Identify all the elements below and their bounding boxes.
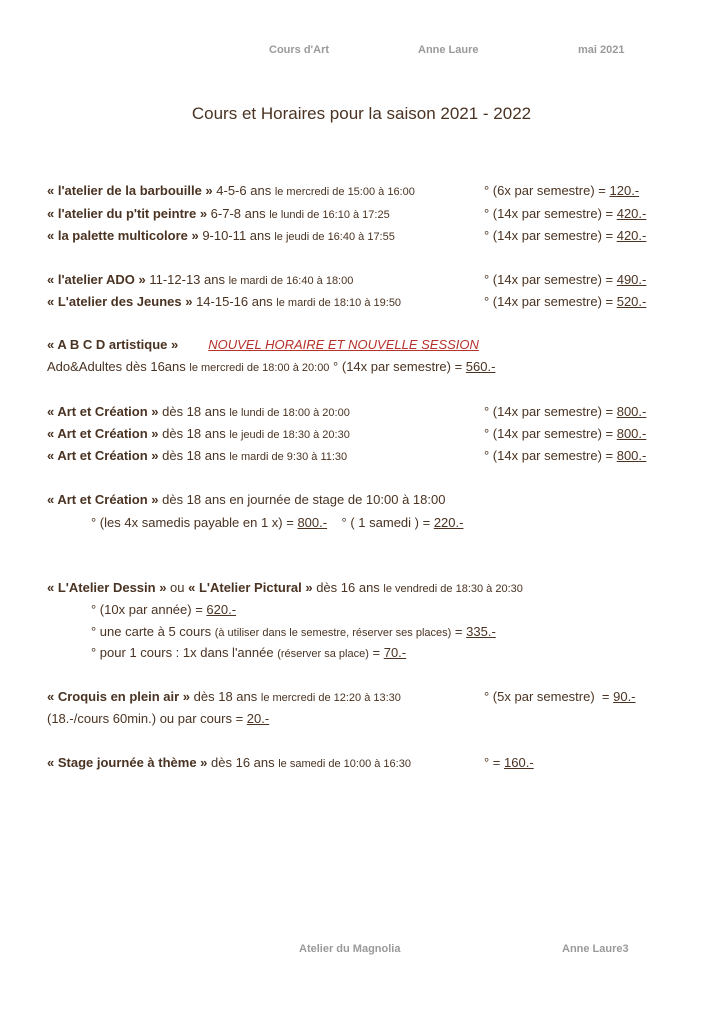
price-amount: 160.- (504, 755, 534, 770)
price-amount: 335.- (466, 624, 496, 639)
price-amount: 560.- (465, 359, 496, 374)
price-amount: 420.- (616, 228, 647, 243)
course-price-art-creation-mardi (484, 448, 646, 464)
course-ages: 9-10-11 ans (198, 228, 275, 243)
course-frequency: = (451, 624, 467, 639)
price-amount: 220.- (433, 515, 464, 530)
course-name: « Art et Création » (47, 426, 159, 441)
price-amount: 20.- (246, 711, 270, 726)
course-line-art-creation-lundi (47, 404, 350, 421)
course-name: « Art et Création » (47, 492, 159, 507)
course-line-croquis (47, 689, 401, 706)
course-frequency: ° (14x par semestre) = (484, 294, 617, 309)
header-date: mai 2021 (578, 44, 625, 56)
course-price-barbouille (484, 183, 639, 199)
course-frequency: ° (10x par année) = (91, 602, 207, 617)
course-schedule: le mardi de 16:40 à 18:00 (228, 275, 354, 287)
course-line-art-creation-stage-prices (91, 515, 463, 531)
course-name: « l'atelier du p'tit peintre » (47, 206, 208, 221)
course-frequency: ° ( 1 samedi ) = (327, 515, 434, 530)
footer-author-page: Anne Laure3 (562, 943, 629, 955)
course-price-ado (484, 272, 646, 288)
course-name: « Croquis en plein air » (47, 689, 191, 704)
footer-studio-name: Atelier du Magnolia (299, 943, 401, 955)
price-amount: 800.- (297, 515, 328, 530)
course-price-art-creation-lundi (484, 404, 646, 420)
course-line-art-creation-jeudi (47, 426, 350, 443)
course-ages: dès 16 ans (207, 755, 279, 770)
course-name-separator: ou (166, 580, 189, 595)
course-name: « Art et Création » (47, 448, 159, 463)
course-ages: dès 18 ans (158, 448, 230, 463)
course-line-ado (47, 272, 353, 289)
course-ages: 11-12-13 ans (145, 272, 229, 287)
course-frequency: ° (14x par semestre) = (484, 426, 617, 441)
course-schedule: le lundi de 18:00 à 20:00 (229, 407, 350, 419)
course-schedule: le mercredi de 12:20 à 13:30 (260, 692, 401, 704)
page-title: Cours et Horaires pour la saison 2021 - 2022 (191, 104, 532, 123)
course-price-stage-theme (484, 755, 534, 771)
course-line-palette (47, 228, 395, 245)
course-line-dessin-pictural (47, 580, 523, 597)
course-price-jeunes (484, 294, 646, 310)
course-ages: Ado&Adultes dès 16ans (47, 359, 190, 374)
price-amount: 520.- (616, 294, 647, 309)
course-frequency: ° (les 4x samedis payable en 1 x) = (91, 515, 298, 530)
price-amount: 420.- (616, 206, 647, 221)
course-name: « L'atelier des Jeunes » (47, 294, 193, 309)
course-frequency: ° (14x par semestre) = (484, 272, 617, 287)
course-line-dessin-single (91, 645, 406, 662)
course-frequency: ° = (484, 755, 505, 770)
course-name: « l'atelier ADO » (47, 272, 146, 287)
course-ages: dès 18 ans (190, 689, 261, 704)
course-ages: dès 16 ans (312, 580, 384, 595)
course-schedule: le vendredi de 18:30 à 20:30 (383, 583, 523, 595)
course-line-jeunes (47, 294, 401, 311)
course-ages: dès 18 ans (158, 426, 230, 441)
course-frequency: ° (5x par semestre) = (484, 689, 614, 704)
course-line-croquis-per-class (47, 711, 269, 727)
course-frequency: ° (14x par semestre) = (484, 206, 617, 221)
course-frequency: ° (14x par semestre) = (484, 448, 617, 463)
course-frequency: (18.-/cours 60min.) ou par cours = (47, 711, 247, 726)
course-price-palette (484, 228, 646, 244)
new-schedule-notice: NOUVEL HORAIRE ET NOUVELLE SESSION (208, 337, 479, 352)
course-frequency: ° (14x par semestre) = (484, 404, 617, 419)
course-line-ptit-peintre (47, 206, 390, 223)
header-course-name: Cours d'Art (269, 44, 330, 56)
price-amount: 70.- (383, 645, 407, 660)
price-amount: 800.- (616, 404, 647, 419)
course-name: « la palette multicolore » (47, 228, 199, 243)
course-schedule: le samedi de 10:00 à 16:30 (278, 758, 411, 770)
course-ages: 4-5-6 ans (212, 183, 275, 198)
course-schedule: le mercredi de 18:00 à 20:00 (189, 362, 330, 374)
course-frequency: ° (6x par semestre) = (484, 183, 610, 198)
course-frequency: ° une carte à 5 cours (91, 624, 215, 639)
course-name: « Art et Création » (47, 404, 159, 419)
course-schedule: le lundi de 16:10 à 17:25 (269, 209, 390, 221)
course-schedule: le mardi de 9:30 à 11:30 (229, 451, 348, 463)
course-name: « A B C D artistique » (47, 337, 179, 352)
course-line-dessin-card (91, 624, 496, 641)
course-ages: dès 18 ans (158, 404, 230, 419)
course-note: (réserver sa place) (277, 648, 369, 660)
price-amount: 800.- (616, 448, 647, 463)
course-note: (à utiliser dans le semestre, réserver ses places) (214, 627, 452, 639)
course-frequency: = (368, 645, 384, 660)
course-line-stage-theme (47, 755, 411, 772)
course-line-barbouille (47, 183, 415, 200)
course-schedule: le mercredi de 15:00 à 16:00 (274, 186, 415, 198)
course-price-croquis (484, 689, 636, 705)
course-schedule: le jeudi de 16:40 à 17:55 (274, 231, 395, 243)
price-amount: 120.- (609, 183, 640, 198)
price-amount: 620.- (206, 602, 237, 617)
header-author: Anne Laure (418, 44, 479, 56)
course-price-ptit-peintre (484, 206, 646, 222)
course-ages: 6-7-8 ans (207, 206, 270, 221)
course-line-art-creation-mardi (47, 448, 347, 465)
course-ages: 14-15-16 ans (192, 294, 277, 309)
course-price-art-creation-jeudi (484, 426, 646, 442)
course-frequency: ° (14x par semestre) = (329, 359, 466, 374)
course-frequency: ° pour 1 cours : 1x dans l'année (91, 645, 278, 660)
course-frequency: ° (14x par semestre) = (484, 228, 617, 243)
course-line-dessin-annual (91, 602, 236, 618)
price-amount: 90.- (613, 689, 636, 704)
price-amount: 800.- (616, 426, 647, 441)
course-schedule: le mardi de 18:10 à 19:50 (276, 297, 402, 309)
course-line-abcd (47, 337, 479, 353)
course-ages: dès 18 ans en journée de stage de 10:00 à 18:00 (158, 492, 446, 507)
course-line-art-creation-stage (47, 492, 445, 508)
price-amount: 490.- (616, 272, 647, 287)
course-name: « l'atelier de la barbouille » (47, 183, 213, 198)
course-name: « L'Atelier Dessin » (47, 580, 167, 595)
course-name: « L'Atelier Pictural » (188, 580, 313, 595)
course-name: « Stage journée à thème » (47, 755, 208, 770)
course-line-abcd-details (47, 359, 495, 376)
course-schedule: le jeudi de 18:30 à 20:30 (229, 429, 350, 441)
